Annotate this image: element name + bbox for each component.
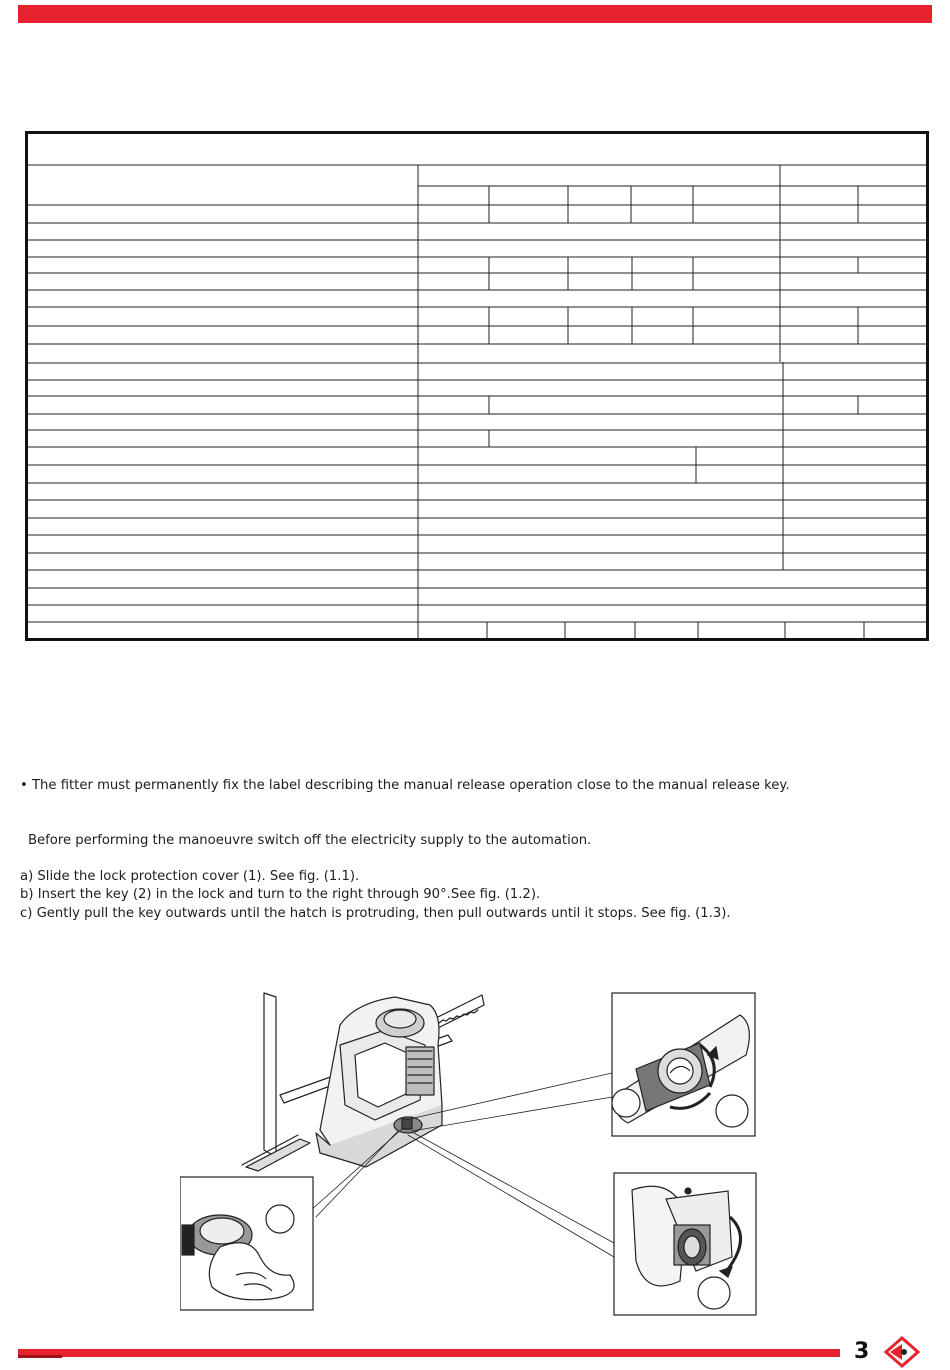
safety-warning: Before performing the manoeuvre switch off the electricity supply to the automation. xyxy=(28,833,592,848)
bottom-red-bar xyxy=(18,1349,840,1357)
detail-key-turn xyxy=(612,993,755,1136)
step-b: b) Insert the key (2) in the lock and turn to the right through 90°.See fig. (1.2). xyxy=(20,887,541,902)
step-c: c) Gently pull the key outwards until the hatch is protruding, then pull outwards until it stops. See fig. (1.3). xyxy=(20,906,731,921)
bottom-dark-accent xyxy=(18,1355,62,1358)
brand-diamond-logo-icon xyxy=(884,1336,920,1368)
detail-pull-hatch xyxy=(614,1173,756,1315)
detail-slide-cover xyxy=(180,1177,313,1310)
top-red-bar xyxy=(18,5,932,23)
page-number: 3 xyxy=(854,1339,870,1364)
manual-release-illustration xyxy=(180,985,770,1330)
fitter-note: • The fitter must permanently fix the label describing the manual release operation close to the manual release key. xyxy=(20,778,790,793)
specifications-table xyxy=(25,131,929,641)
step-a: a) Slide the lock protection cover (1). See fig. (1.1). xyxy=(20,869,360,884)
table-grid xyxy=(28,134,926,638)
